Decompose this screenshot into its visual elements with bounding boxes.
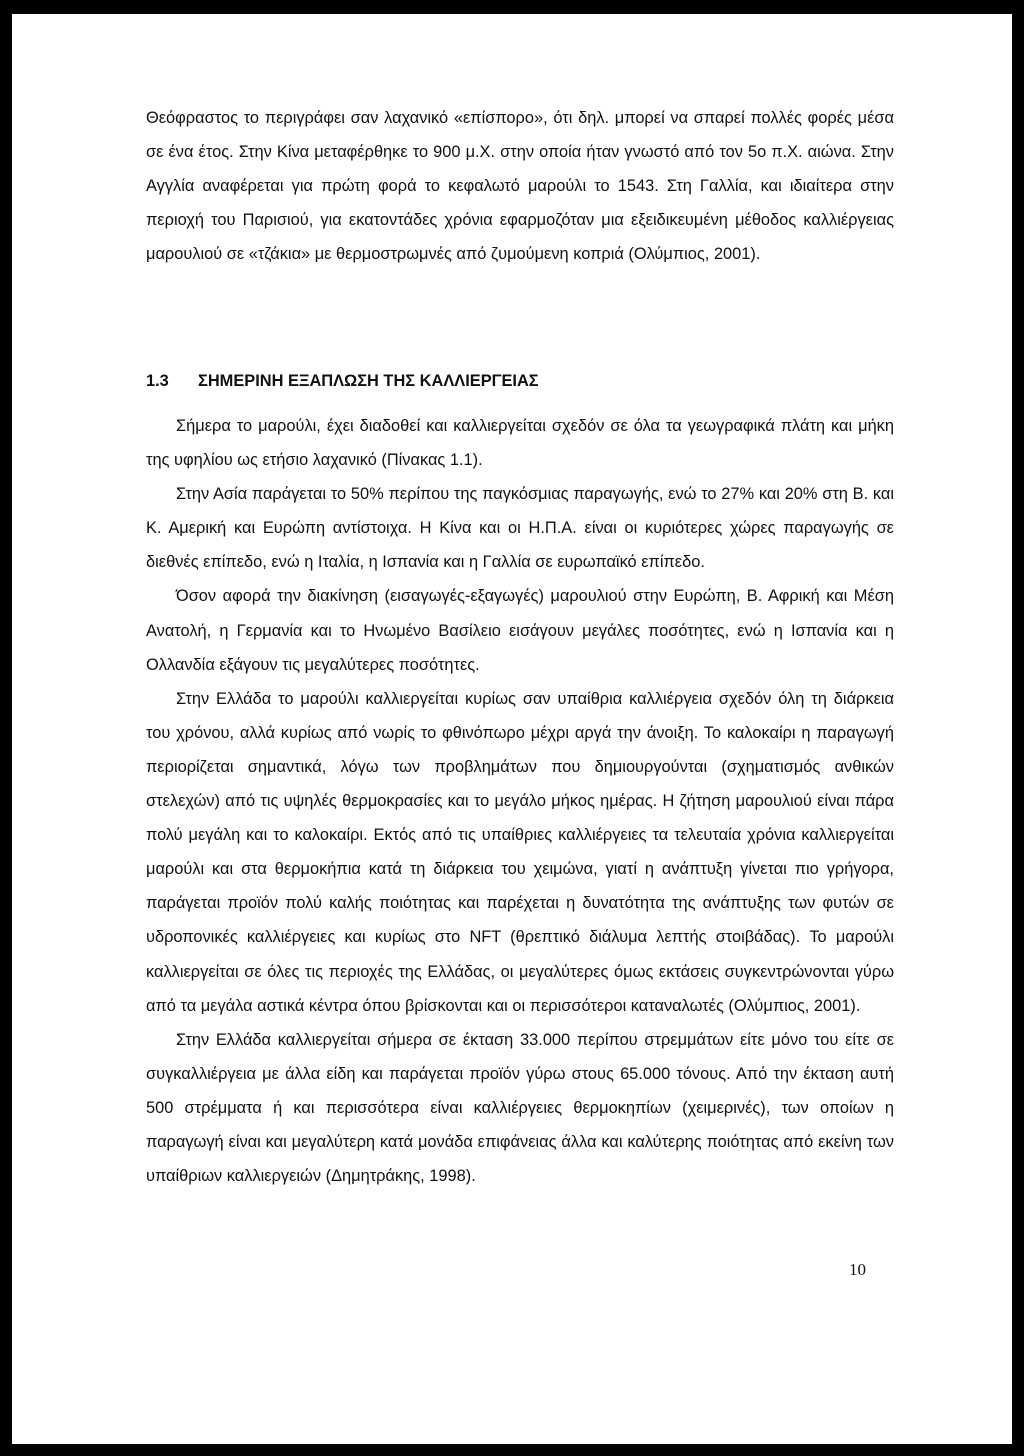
document-page xyxy=(12,14,1012,1444)
section-body xyxy=(146,409,894,1193)
paragraph: Όσον αφορά την διακίνηση (εισαγωγές-εξαγωγές) μαρουλιού στην Ευρώπη, Β. Αφρική και Μέση Ανατολή, η Γερμανία και το Ηνωμένο Βασίλειο εισάγουν μεγάλες ποσότητες, ενώ η Ισπανία και η Ολλανδία εξάγουν τις μεγαλύτερες ποσότητες. xyxy=(146,587,894,674)
paragraph: Στην Ασία παράγεται το 50% περίπου της παγκόσμιας παραγωγής, ενώ το 27% και 20% στη Β. και Κ. Αμερική και Ευρώπη αντίστοιχα. Η Κίνα και οι Η.Π.Α. είναι οι κυριότερες χώρες παραγωγής σε διεθνές επίπεδο, ενώ η Ιταλία, η Ισπανία και η Γαλλία σε ευρωπαϊκό επίπεδο. xyxy=(146,485,894,572)
section-number: 1.3 xyxy=(146,372,169,390)
page-number: 10 xyxy=(849,1260,866,1279)
paragraph: Στην Ελλάδα το μαρούλι καλλιεργείται κυρίως σαν υπαίθρια καλλιέργεια σχεδόν όλη τη διάρκεια του χρόνου, αλλά κυρίως από νωρίς το φθινόπωρο μέχρι αργά την άνοιξη. Το καλοκαίρι η παραγωγή περιορίζεται σημαντικά, λόγω των προβλημάτων που δημιουργούνται (σχηματισμός ανθικών στελεχών) από τις υψηλές θερμοκρασίες και το μεγάλο μήκος ημέρας. Η ζήτηση μαρουλιού είναι πάρα πολύ μεγάλη και το καλοκαίρι. Εκτός από τις υπαίθριες καλλιέργειες τα τελευταία χρόνια καλλιεργείται μαρούλι και στα θερμοκήπια κατά τη διάρκεια του χειμώνα, γιατί η ανάπτυξη γίνεται πιο γρήγορα, παράγεται προϊόν πολύ καλής ποιότητας και παρέχεται η δυνατότητα της ανάπτυξης των φυτών σε υδροπονικές καλλιέργειες και κυρίως στο NFT (θρεπτικό διάλυμα λεπτής στοιβάδας). Το μαρούλι καλλιεργείται σε όλες τις περιοχές της Ελλάδας, οι μεγαλύτερες όμως εκτάσεις συγκεντρώνονται γύρω από τα μεγάλα αστικά κέντρα όπου βρίσκονται και οι περισσότεροι καταναλωτές (Ολύμπιος, 2001). xyxy=(146,689,894,1015)
paragraph: Σήμερα το μαρούλι, έχει διαδοθεί και καλλιεργείται σχεδόν σε όλα τα γεωγραφικά πλάτη και μήκη της υφηλίου ως ετήσιο λαχανικό (Πίνακας 1.1). xyxy=(146,417,894,470)
intro-paragraph: Θεόφραστος το περιγράφει σαν λαχανικό «επίσπορο», ότι δηλ. μπορεί να σπαρεί πολλές φορές μέσα σε ένα έτος. Στην Κίνα μεταφέρθηκε το 900 μ.Χ. στην οποία ήταν γνωστό από τον 5ο π.Χ. αιώνα. Στην Αγγλία αναφέρεται για πρώτη φορά το κεφαλωτό μαρούλι το 1543. Στη Γαλλία, και ιδιαίτερα στην περιοχή του Παρισιού, για εκατοντάδες χρόνια εφαρμοζόταν μια εξειδικευμένη μέθοδος καλλιέργειας μαρουλιού σε «τζάκια» με θερμοστρωμνές από ζυμούμενη κοπριά (Ολύμπιος, 2001). xyxy=(146,109,894,264)
section-heading xyxy=(146,364,539,398)
paragraph: Στην Ελλάδα καλλιεργείται σήμερα σε έκταση 33.000 περίπου στρεμμάτων είτε μόνο του είτε σε συγκαλλιέργεια με άλλα είδη και παράγεται προϊόν γύρω στους 65.000 τόνους. Από την έκταση αυτή 500 στρέμματα ή και περισσότερα είναι καλλιέργειες θερμοκηπίων (χειμερινές), των οποίων η παραγωγή είναι και μεγαλύτερη κατά μονάδα επιφάνειας άλλα και καλύτερης ποιότητας από εκείνη των υπαίθριων καλλιεργειών (Δημητράκης, 1998). xyxy=(146,1030,894,1186)
section-title: ΣΗΜΕΡΙΝΗ ΕΞΑΠΛΩΣΗ ΤΗΣ ΚΑΛΛΙΕΡΓΕΙΑΣ xyxy=(198,372,539,390)
